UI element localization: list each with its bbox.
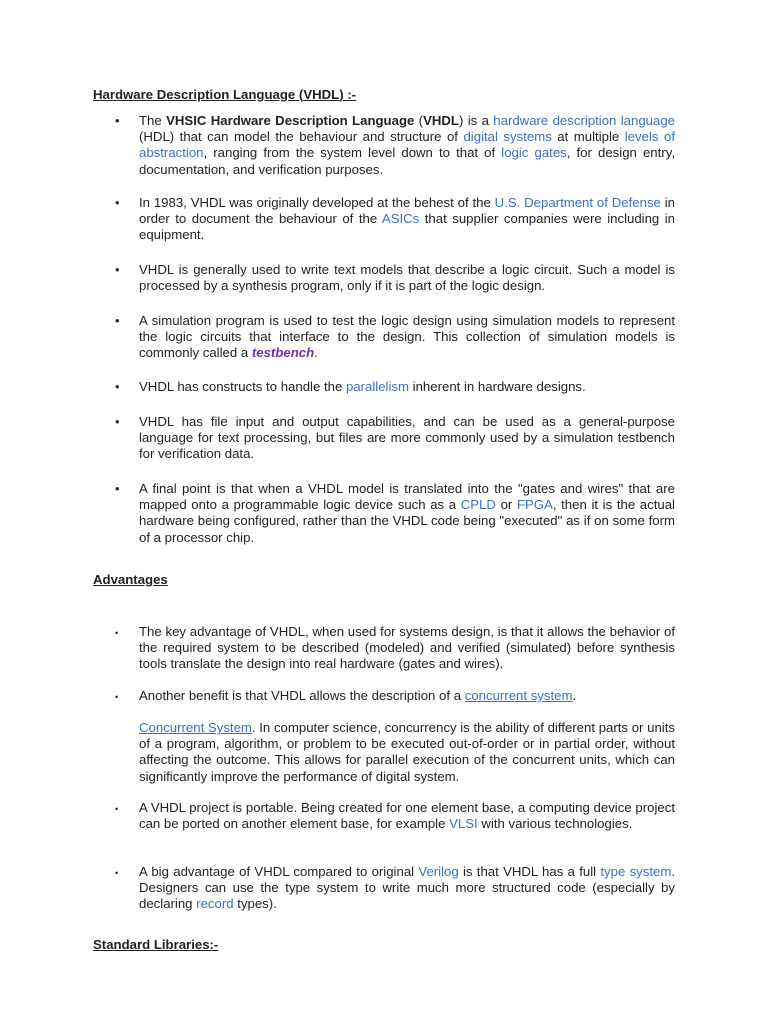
paragraph: A final point is that when a VHDL model is translated into the "gates and wires" that are mapped onto a programmable logic device such as a CPLD or FPGA, then it is the actual hardware being configured, rather than the VHDL code being "executed" as if on some form of a processor chip. [139,481,675,545]
bullet-icon: • [115,481,120,496]
link-asics[interactable]: ASICs [381,211,420,227]
link-record[interactable]: record [196,896,234,912]
paragraph: In 1983, VHDL was originally developed at the behest of the U.S. Department of Defense in order to document the behaviour of the ASICs that supplier companies were including in equipment. [139,195,676,243]
link-levels-of-abstraction[interactable]: levels of abstraction [139,129,675,161]
link-us-dod[interactable]: U.S. Department of Defense [494,195,661,210]
link-logic-gates[interactable]: logic gates [501,145,567,161]
paragraph: A simulation program is used to test the logic design using simulation models to represent the logic circuits that interface to the design. This collection of simulation models is commonly called a testbench. [139,313,675,361]
link-hdl[interactable]: hardware description language [493,113,675,128]
bullet-icon: • [115,379,120,394]
link-concurrent-system-def[interactable]: Concurrent System [139,720,252,735]
bullet-icon: • [115,804,119,814]
section-heading-standard-libraries: Standard Libraries:- [93,937,219,952]
testbench-term: testbench [251,345,315,361]
link-vlsi[interactable]: VLSI [449,816,478,832]
link-parallelism[interactable]: parallelism [345,379,409,394]
paragraph: VHDL has file input and output capabilities, and can be used as a general-purpose language for text processing, but files are more commonly used by a simulation testbench for verification data. [139,414,675,462]
link-type-system[interactable]: type system [600,864,672,879]
paragraph: A big advantage of VHDL compared to original Verilog is that VHDL has a full type system. Designers can use the type system to write much more structured code (especially by declaring record types). [139,864,676,912]
bullet-icon: • [115,313,120,328]
bullet-icon: • [115,692,119,702]
link-digital-systems[interactable]: digital systems [463,129,552,145]
link-fpga[interactable]: FPGA [516,497,553,513]
paragraph: VHDL has constructs to handle the parallelism inherent in hardware designs. [139,379,586,394]
bullet-icon: • [115,628,119,638]
bullet-icon: • [115,195,120,210]
paragraph: A VHDL project is portable. Being created for one element base, a computing device project can be ported on another element base, for example VLSI with various technologies. [139,800,675,832]
section-heading-advantages: Advantages [93,572,168,587]
paragraph: Concurrent System. In computer science, concurrency is the ability of different parts or units of a program, algorithm, or problem to be executed out-of-order or in partial order, without affecting the outcome. This allows for parallel execution of the concurrent units, which can significantly improve the performance of digital system. [139,720,675,784]
paragraph: The key advantage of VHDL, when used for systems design, is that it allows the behavior of the required system to be described (modeled) and verified (simulated) before synthesis tools translate the design into real hardware (gates and wires). [139,624,675,672]
bullet-icon: • [115,868,119,878]
paragraph: VHDL is generally used to write text models that describe a logic circuit. Such a model is processed by a synthesis program, only if it is part of the logic design. [139,262,675,294]
bullet-icon: • [115,113,120,128]
link-concurrent-system[interactable]: concurrent system [464,688,573,703]
section-heading-vhdl: Hardware Description Language (VHDL) :- [93,87,357,102]
paragraph: Another benefit is that VHDL allows the description of a concurrent system. [139,688,577,703]
link-verilog[interactable]: Verilog [418,864,459,879]
paragraph: The VHSIC Hardware Description Language (VHDL) is a hardware description language (HDL) that can model the behaviour and structure of digital systems at multiple levels of abstraction, ranging from the system level down to that of logic gates, for design entry, documentation, and verification purposes. [139,113,675,177]
bullet-icon: • [115,262,120,277]
bullet-icon: • [115,414,120,429]
link-cpld[interactable]: CPLD [460,497,496,513]
